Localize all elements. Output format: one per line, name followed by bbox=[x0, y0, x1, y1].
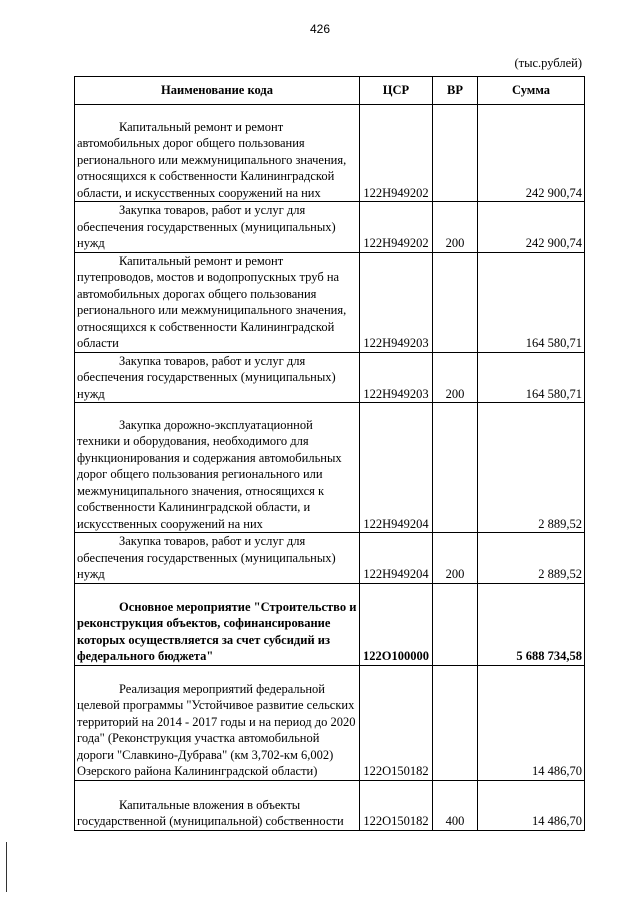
row-code: 122H949202 bbox=[360, 202, 433, 253]
table-row bbox=[75, 252, 585, 352]
row-code: 122H949202 bbox=[360, 105, 433, 202]
row-sum: 242 900,74 bbox=[478, 202, 585, 253]
table-row bbox=[75, 202, 585, 253]
units-label: (тыс.рублей) bbox=[514, 56, 582, 70]
page-number: 426 bbox=[309, 22, 331, 36]
row-code: 122O150182 bbox=[360, 665, 433, 780]
row-vr bbox=[433, 252, 478, 352]
row-code: 122H949203 bbox=[360, 252, 433, 352]
header-name: Наименование кода bbox=[75, 77, 360, 105]
header-sum: Сумма bbox=[478, 77, 585, 105]
table-row bbox=[75, 352, 585, 403]
row-name: Закупка товаров, работ и услуг для обеспечения государственных (муниципальных) нужд bbox=[75, 533, 360, 584]
row-vr: 200 bbox=[433, 202, 478, 253]
table-row bbox=[75, 533, 585, 584]
row-name: Закупка дорожно-эксплуатационной техники и оборудования, необходимого для функционирования и содержания автомобильных дорог общего пользования регионального или межмуниципального значения, относящихся к собственности Калининградской области, и искусственных сооружений на них bbox=[75, 403, 360, 533]
row-code: 122H949203 bbox=[360, 352, 433, 403]
table-row bbox=[75, 780, 585, 830]
row-sum: 2 889,52 bbox=[478, 403, 585, 533]
row-sum: 2 889,52 bbox=[478, 533, 585, 584]
row-vr bbox=[433, 403, 478, 533]
row-name: Закупка товаров, работ и услуг для обеспечения государственных (муниципальных) нужд bbox=[75, 202, 360, 253]
row-name: Капитальный ремонт и ремонт путепроводов, мостов и водопропускных труб на автомобильных дорогах общего пользования регионального или межмуниципального значения, относящихся к собственности Калининградской области bbox=[75, 252, 360, 352]
table-row bbox=[75, 665, 585, 780]
scan-edge-mark bbox=[6, 842, 7, 892]
table-row bbox=[75, 403, 585, 533]
row-sum: 164 580,71 bbox=[478, 352, 585, 403]
row-vr bbox=[433, 105, 478, 202]
row-vr bbox=[433, 665, 478, 780]
header-vr: ВР bbox=[433, 77, 478, 105]
row-sum: 14 486,70 bbox=[478, 665, 585, 780]
row-code: 122H949204 bbox=[360, 533, 433, 584]
table-row bbox=[75, 105, 585, 202]
row-code: 122H949204 bbox=[360, 403, 433, 533]
row-name: Капитальный ремонт и ремонт автомобильных дорог общего пользования регионального или межмуниципального значения, относящихся к собственности Калининградской области, и искусственных сооружений на них bbox=[75, 105, 360, 202]
row-name: Основное мероприятие "Строительство и реконструкция объектов, софинансирование которых осуществляется за счет субсидий из федерального бюджета" bbox=[75, 583, 360, 665]
row-vr: 200 bbox=[433, 533, 478, 584]
row-name: Закупка товаров, работ и услуг для обеспечения государственных (муниципальных) нужд bbox=[75, 352, 360, 403]
table-header-row bbox=[75, 77, 585, 105]
row-vr: 400 bbox=[433, 780, 478, 830]
row-vr bbox=[433, 583, 478, 665]
row-sum: 242 900,74 bbox=[478, 105, 585, 202]
row-name: Реализация мероприятий федеральной целевой программы "Устойчивое развитие сельских территорий на 2014 - 2017 годы и на период до 2020 года" (Реконструкция участка автомобильной дороги "Славкино-Дубрава" (км 3,702-км 6,002) Озерского района Калининградской области) bbox=[75, 665, 360, 780]
budget-table bbox=[74, 76, 585, 831]
row-code: 122O100000 bbox=[360, 583, 433, 665]
row-name: Капитальные вложения в объекты государственной (муниципальной) собственности bbox=[75, 780, 360, 830]
row-sum: 164 580,71 bbox=[478, 252, 585, 352]
row-sum: 5 688 734,58 bbox=[478, 583, 585, 665]
row-code: 122O150182 bbox=[360, 780, 433, 830]
table-row bbox=[75, 583, 585, 665]
row-vr: 200 bbox=[433, 352, 478, 403]
header-code: ЦСР bbox=[360, 77, 433, 105]
row-sum: 14 486,70 bbox=[478, 780, 585, 830]
